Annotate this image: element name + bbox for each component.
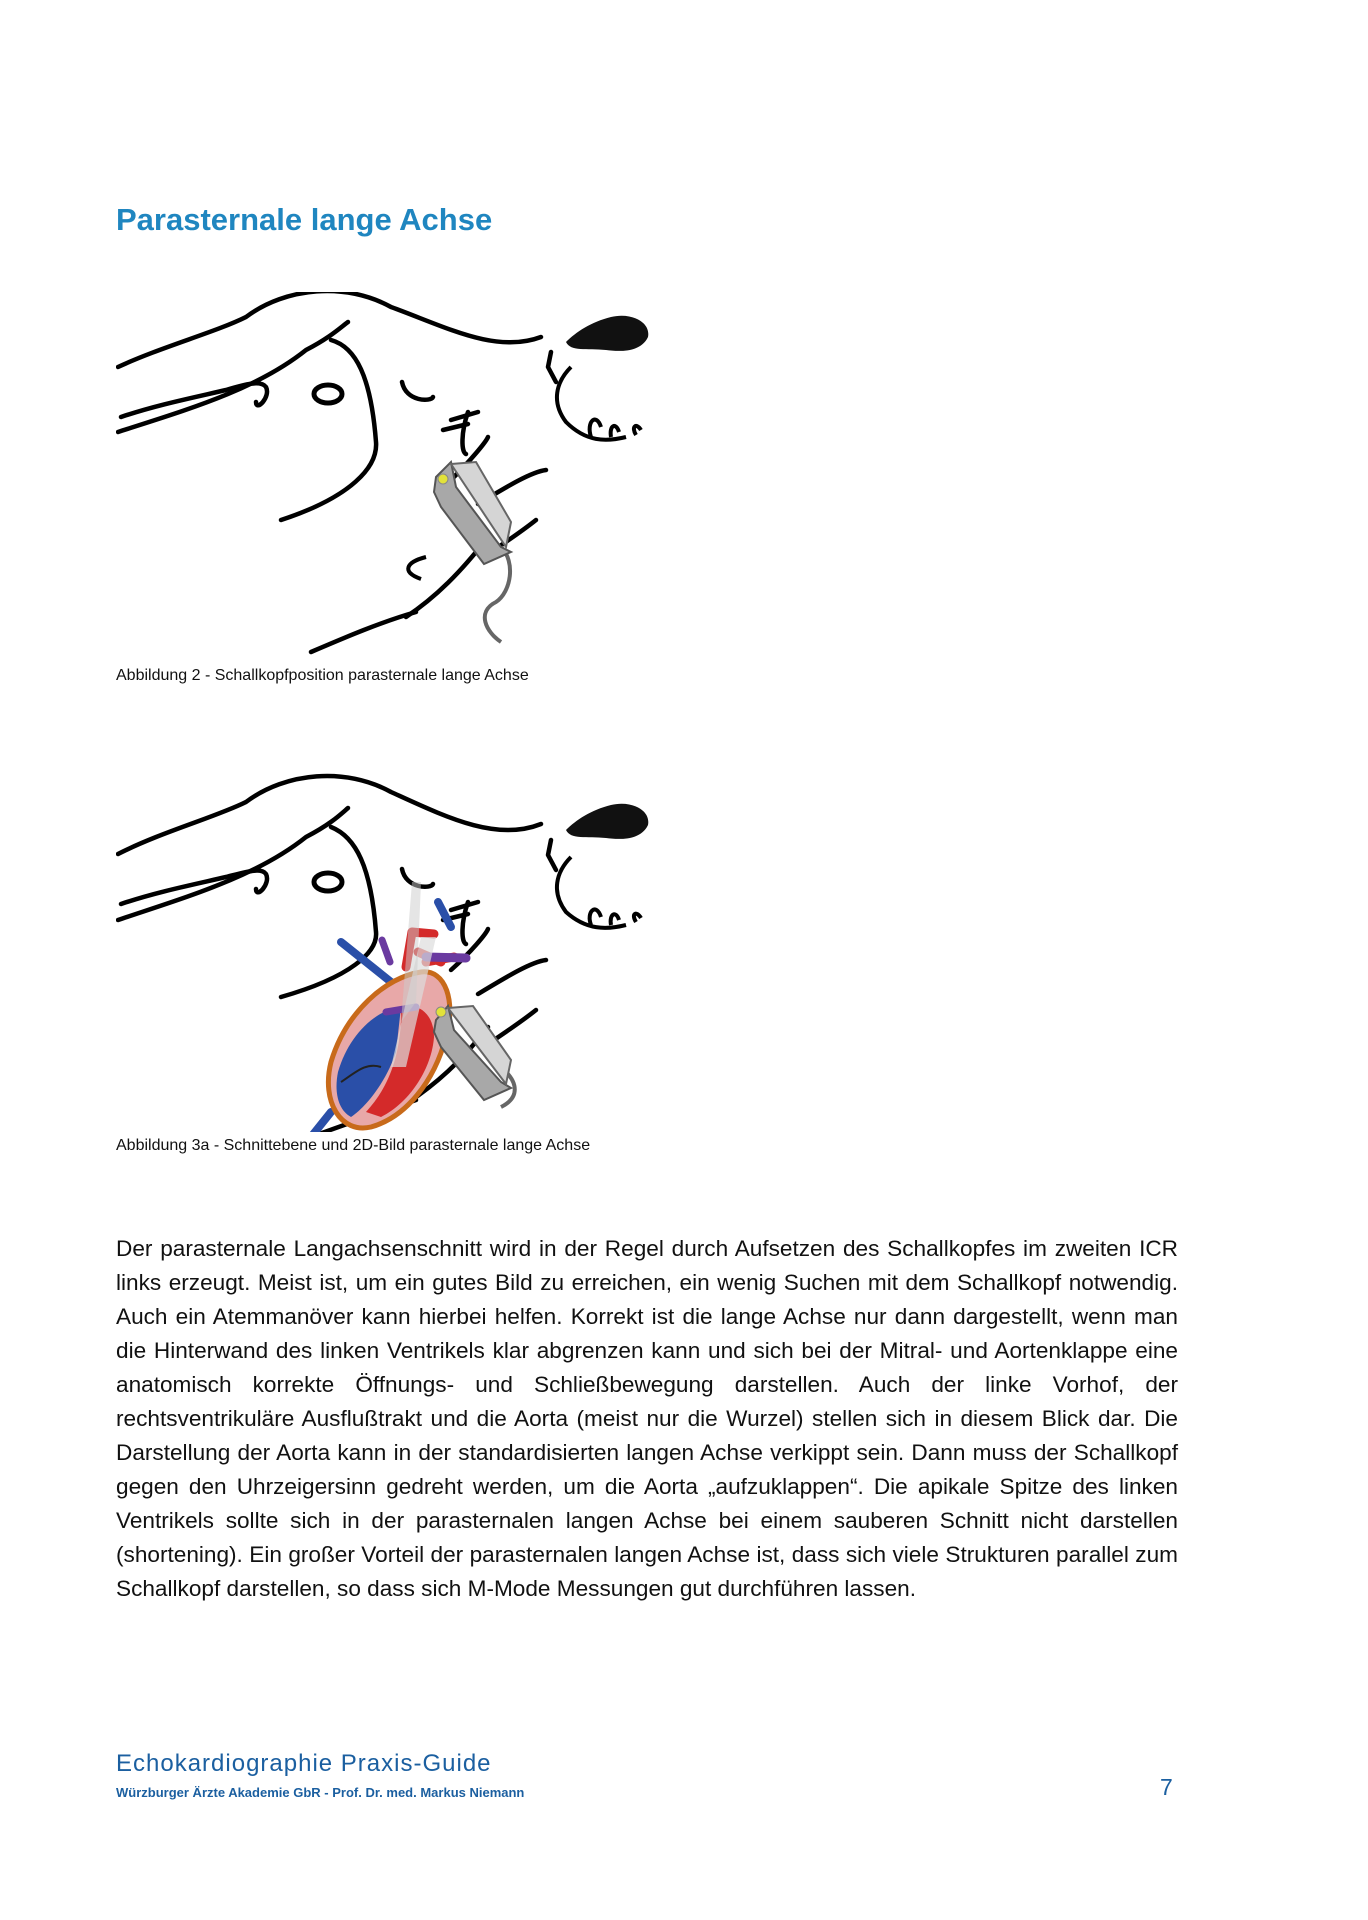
- footer-title: Echokardiographie Praxis-Guide: [116, 1750, 492, 1777]
- transducer: [434, 1006, 511, 1100]
- figure-scanning-plane: [116, 762, 696, 1132]
- footer-subtitle: Würzburger Ärzte Akademie GbR - Prof. Dr. med. Markus Niemann: [116, 1785, 525, 1800]
- patient-transducer-illustration: [116, 292, 696, 662]
- figure-caption: Abbildung 3a - Schnittebene und 2D-Bild parasternale lange Achse: [116, 1137, 591, 1154]
- transducer: [434, 462, 511, 564]
- body-paragraph: Der parasternale Langachsenschnitt wird in der Regel durch Aufsetzen des Schallkopfes im zweiten ICR links erzeugt. Meist ist, um ein gutes Bild zu erreichen, ein wenig Suchen mit dem Schallkopf notwendig. Auch ein Atemmanöver kann hierbei helfen. Korrekt ist die lange Achse nur dann dargestellt, wenn man die Hinterwand des linken Ventrikels klar abgrenzen kann und sich bei der Mitral- und Aortenklappe eine anatomisch korrekte Öffnungs- und Schließbewegung darstellen. Auch der linke Vorhof, der rechtsventrikuläre Ausflußtrakt und die Aorta (meist nur die Wurzel) stellen sich in diesem Blick dar. Die Darstellung der Aorta kann in der standardisierten langen Achse verkippt sein. Dann muss der Schallkopf gegen den Uhrzeigersinn gedreht werden, um die Aorta „aufzuklappen“. Die apikale Spitze des linken Ventrikels sollte sich in der parasternalen langen Achse bei einem sauberen Schnitt nicht darstellen (shortening). Ein großer Vorteil der parasternalen langen Achse ist, dass sich viele Strukturen parallel zum Schallkopf darstellen, so dass sich M-Mode Messungen gut durchführen lassen.: [116, 1236, 1178, 1601]
- scanning-plane-illustration: [116, 762, 696, 1132]
- page-number: 7: [1160, 1774, 1173, 1800]
- figure-transducer-position: [116, 292, 696, 662]
- figure-caption: Abbildung 2 - Schallkopfposition parasternale lange Achse: [116, 667, 529, 684]
- page-title: Parasternale lange Achse: [116, 202, 493, 237]
